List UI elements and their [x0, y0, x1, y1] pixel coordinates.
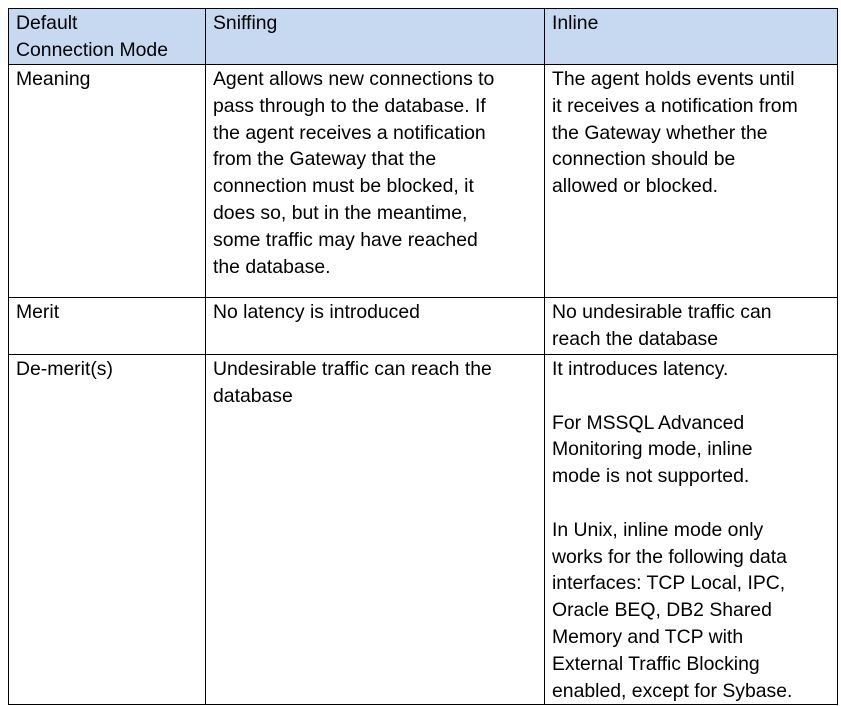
cell-text-line: allowed or blocked.	[552, 175, 718, 198]
cell-text-line: works for the following data	[552, 545, 787, 568]
cell-text-line: In Unix, inline mode only	[552, 518, 764, 541]
cell-text-line: database	[213, 384, 293, 407]
connection-mode-table	[8, 8, 838, 705]
cell-paragraph	[213, 66, 538, 280]
cell-text-line: enabled, except for Sybase.	[552, 679, 793, 702]
cell-text-line: does so, but in the meantime,	[213, 201, 468, 224]
header-default-connection-mode	[9, 9, 206, 65]
cell-text-line: connection should be	[552, 148, 736, 171]
header-text-line: Sniffing	[213, 12, 278, 34]
cell-text-line: the Gateway whether the	[552, 121, 768, 144]
sniffing-cell	[206, 298, 545, 355]
table-row-merit	[9, 298, 838, 355]
cell-text-line: connection must be blocked, it	[213, 175, 474, 198]
cell-text-line: mode is not supported.	[552, 465, 750, 488]
cell-text-line: External Traffic Blocking	[552, 652, 760, 675]
cell-paragraph	[552, 517, 831, 705]
cell-text-line: No undesirable traffic can	[552, 301, 772, 323]
row-label-cell	[9, 65, 206, 298]
cell-text-line: Meaning	[16, 68, 91, 90]
cell-paragraph	[213, 299, 538, 326]
cell-text-line: De-merit(s)	[16, 358, 113, 380]
header-text-line: Default	[16, 12, 78, 34]
cell-text-line: interfaces: TCP Local, IPC,	[552, 572, 786, 595]
cell-text-line: No latency is introduced	[213, 301, 420, 323]
cell-text-line: some traffic may have reached	[213, 228, 478, 251]
sniffing-cell	[206, 65, 545, 298]
header-text-line: Inline	[552, 12, 599, 34]
cell-text-line: The agent holds events until	[552, 68, 795, 90]
cell-paragraph	[552, 66, 831, 200]
cell-text-line: Agent allows new connections to	[213, 68, 495, 90]
cell-text-line: Merit	[16, 301, 60, 323]
header-text-line: Connection Mode	[16, 38, 168, 61]
cell-paragraph	[552, 356, 831, 383]
cell-text-line: For MSSQL Advanced	[552, 411, 745, 434]
header-sniffing	[206, 9, 545, 65]
inline-cell	[545, 65, 838, 298]
cell-text-line: It introduces latency.	[552, 358, 729, 380]
header-inline	[545, 9, 838, 65]
cell-text-line: Memory and TCP with	[552, 625, 744, 648]
sniffing-cell	[206, 355, 545, 705]
inline-cell	[545, 298, 838, 355]
row-label-cell	[9, 355, 206, 705]
header-row	[9, 9, 838, 65]
table-row-meaning	[9, 65, 838, 298]
cell-text-line: Oracle BEQ, DB2 Shared	[552, 599, 772, 622]
cell-text-line: pass through to the database. If	[213, 94, 486, 117]
cell-text-line: from the Gateway that the	[213, 148, 437, 171]
cell-paragraph	[213, 356, 538, 410]
cell-text-line: the agent receives a notification	[213, 121, 486, 144]
row-label-cell	[9, 298, 206, 355]
cell-text-line: it receives a notification from	[552, 94, 798, 117]
cell-text-line: Monitoring mode, inline	[552, 438, 753, 461]
cell-text-line: reach the database	[552, 327, 719, 350]
cell-text-line: Undesirable traffic can reach the	[213, 358, 492, 380]
cell-paragraph	[552, 410, 831, 490]
cell-paragraph	[552, 299, 831, 353]
inline-cell	[545, 355, 838, 705]
table-row-demerits	[9, 355, 838, 705]
cell-text-line: the database.	[213, 255, 331, 278]
